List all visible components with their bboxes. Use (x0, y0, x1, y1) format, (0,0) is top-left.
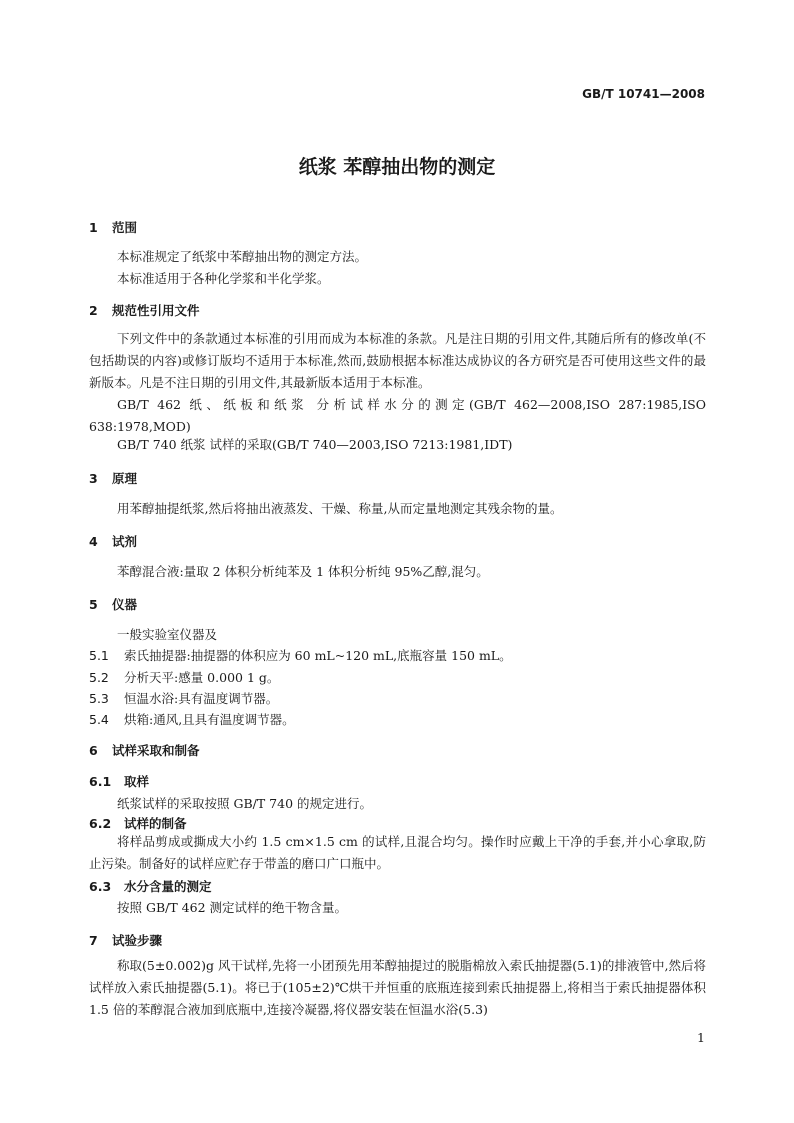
section-5-heading (89, 595, 137, 613)
section-title: 试验步骤 (112, 933, 163, 948)
item-text: 分析天平:感量 0.000 1 g。 (124, 670, 280, 685)
section-2-heading (89, 301, 200, 319)
section-4-heading (89, 532, 137, 550)
section-5-intro: 一般实验室仪器及 (117, 627, 218, 642)
standard-number: GB/T 10741—2008 (582, 87, 705, 101)
subsection-number: 6.3 (89, 879, 112, 894)
item-text: 烘箱:通风,且具有温度调节器。 (124, 712, 295, 727)
section-1-line-2: 本标准适用于各种化学浆和半化学浆。 (117, 271, 330, 286)
subsection-6-3-heading (89, 877, 212, 895)
list-item (89, 646, 512, 664)
section-7-heading (89, 931, 162, 949)
item-number: 5.3 (89, 691, 109, 706)
section-number: 3 (89, 471, 98, 486)
page-number: 1 (697, 1030, 705, 1045)
section-3-paragraph: 用苯醇抽提纸浆,然后将抽出液蒸发、干燥、称量,从而定量地测定其残余物的量。 (117, 501, 563, 516)
list-item (89, 668, 279, 686)
section-number: 7 (89, 933, 98, 948)
item-number: 5.2 (89, 670, 109, 685)
subsection-6-1-heading (89, 772, 149, 790)
subsection-6-2-text: 将样品剪成或撕成大小约 1.5 cm×1.5 cm 的试样,且混合均匀。操作时应戴上干净的手套,并小心拿取,防止污染。制备好的试样应贮存于带盖的磨口广口瓶中。 (89, 834, 706, 871)
list-item (89, 710, 295, 728)
item-number: 5.4 (89, 712, 109, 727)
reference-gbt-740: GB/T 740 纸浆 试样的采取(GB/T 740—2003,ISO 7213:1981,IDT) (117, 437, 513, 452)
section-4-paragraph: 苯醇混合液:量取 2 体积分析纯苯及 1 体积分析纯 95%乙醇,混匀。 (117, 564, 489, 579)
section-number: 6 (89, 743, 98, 758)
section-1-heading (89, 218, 137, 236)
list-item (89, 689, 278, 707)
section-title: 原理 (112, 471, 138, 486)
subsection-6-2-heading (89, 814, 187, 832)
section-3-heading (89, 469, 137, 487)
section-number: 5 (89, 597, 98, 612)
section-title: 仪器 (112, 597, 138, 612)
section-2-paragraph: 下列文件中的条款通过本标准的引用而成为本标准的条款。凡是注日期的引用文件,其随后所有的修改单(不包括勘误的内容)或修订版均不适用于本标准,然而,鼓励根据本标准达成协议的各方研究是否可使用这些文件的最新版本。凡是不注日期的引用文件,其最新版本适用于本标准。 (89, 331, 706, 390)
subsection-6-1-text: 纸浆试样的采取按照 GB/T 740 的规定进行。 (117, 796, 372, 811)
section-number: 1 (89, 220, 98, 235)
section-title: 规范性引用文件 (112, 303, 200, 318)
section-title: 试样采取和制备 (112, 743, 200, 758)
section-1-line-1: 本标准规定了纸浆中苯醇抽出物的测定方法。 (117, 249, 368, 264)
subsection-6-3-text: 按照 GB/T 462 测定试样的绝干物含量。 (117, 900, 347, 915)
item-text: 索氏抽提器:抽提器的体积应为 60 mL~120 mL,底瓶容量 150 mL。 (124, 648, 512, 663)
reference-gbt-462: GB/T 462 纸、纸板和纸浆 分析试样水分的测定(GB/T 462—2008,ISO 287:1985,ISO 638:1978,MOD) (89, 397, 706, 434)
section-7-paragraph: 称取(5±0.002)g 风干试样,先将一小团预先用苯醇抽提过的脱脂棉放入索氏抽提器(5.1)的排液管中,然后将试样放入索氏抽提器(5.1)。将已于(105±2)℃烘干并恒重的底瓶连接到索氏抽提器上,将相当于索氏抽提器体积 1.5 倍的苯醇混合液加到底瓶中,连接冷凝器,将仪器安装在恒温水浴(5.3) (89, 958, 706, 1017)
subsection-number: 6.2 (89, 816, 112, 831)
subsection-number: 6.1 (89, 774, 112, 789)
section-6-heading (89, 741, 200, 759)
subsection-title: 取样 (124, 774, 150, 789)
page-title: 纸浆 苯醇抽出物的测定 (298, 156, 496, 178)
section-number: 2 (89, 303, 98, 318)
subsection-title: 水分含量的测定 (124, 879, 212, 894)
section-title: 试剂 (112, 534, 138, 549)
item-number: 5.1 (89, 648, 109, 663)
section-title: 范围 (112, 220, 138, 235)
item-text: 恒温水浴:具有温度调节器。 (124, 691, 279, 706)
section-number: 4 (89, 534, 98, 549)
subsection-title: 试样的制备 (124, 816, 187, 831)
